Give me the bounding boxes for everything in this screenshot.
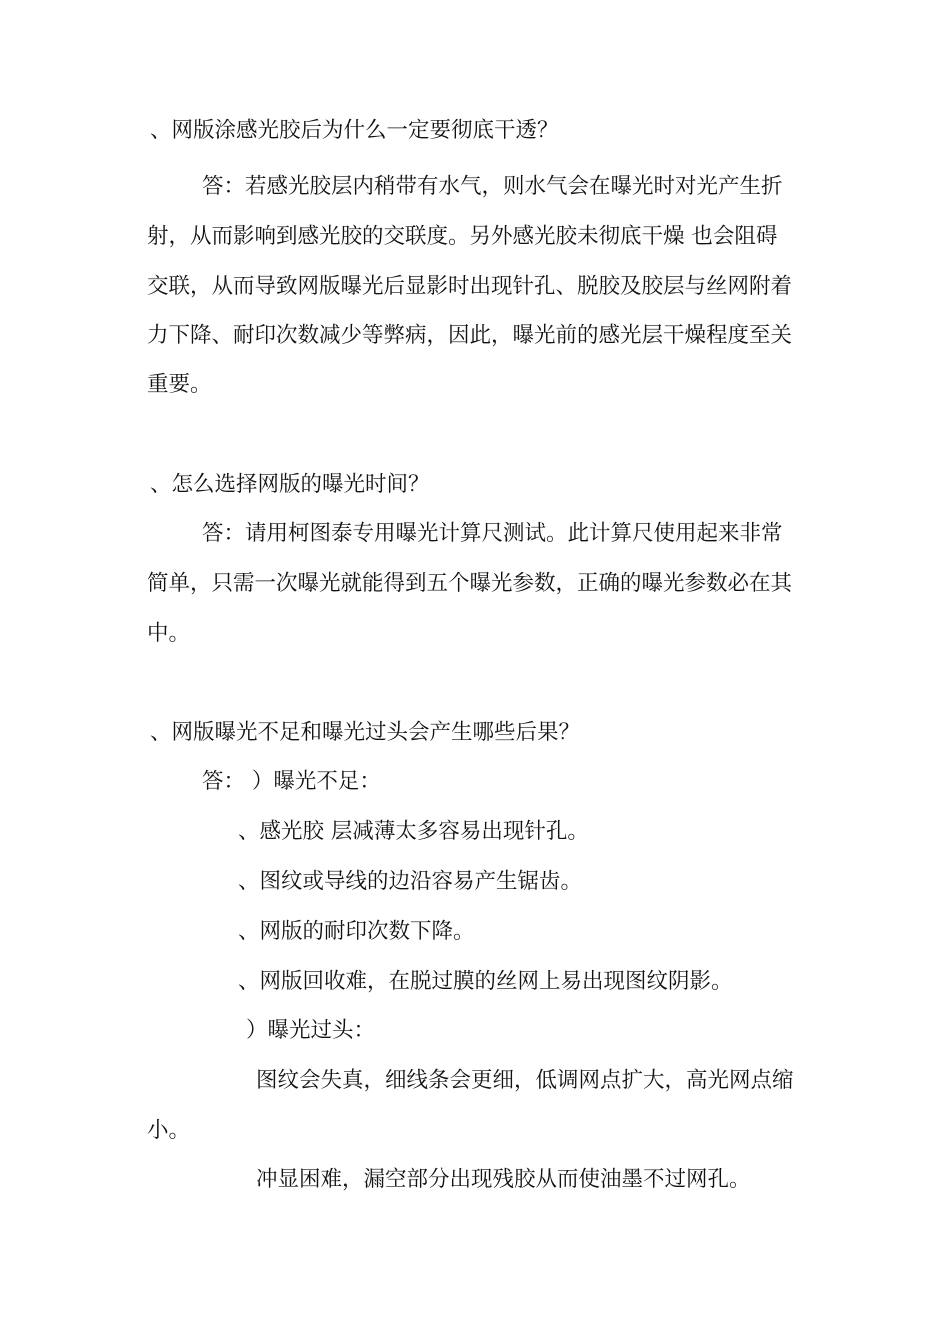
under-exposure-item-2: 、图纹或导线的边沿容易产生锯齿。 [238, 869, 583, 894]
over-exposure-line-3: 冲显困难，漏空部分出现残胶从而使油墨不过网孔。 [256, 1167, 751, 1192]
under-exposure-item-4: 、网版回收难，在脱过膜的丝网上易出现图纹阴影。 [238, 969, 733, 994]
question-1-answer-line-3: 交联，从而导致网版曝光后显影时出现针孔、脱胶及胶层与丝网附着 [147, 274, 793, 299]
over-exposure-heading: ）曝光过头： [246, 1018, 376, 1043]
under-exposure-item-3: 、网版的耐印次数下降。 [238, 919, 475, 944]
question-2-answer-line-2: 简单，只需一次曝光就能得到五个曝光参数，正确的曝光参数必在其 [147, 571, 793, 596]
question-1-answer-line-2: 射，从而影响到感光胶的交联度。另外感光胶未彻底干燥 也会阻碍 [147, 224, 778, 249]
question-1-answer-line-4: 力下降、耐印次数减少等弊病，因此，曝光前的感光层干燥程度至关 [147, 323, 793, 348]
under-exposure-item-1: 、感光胶 层减薄太多容易出现针孔。 [238, 819, 589, 844]
question-1-answer-line-5: 重要。 [147, 372, 212, 397]
question-1-answer-line-1: 答：若感光胶层内稍带有水气，则水气会在曝光时对光产生折 [202, 174, 783, 199]
over-exposure-line-1: 图纹会失真，细线条会更细，低调网点扩大，高光网点缩 [256, 1068, 794, 1093]
question-1-heading: 、网版涂感光胶后为什么一定要彻底干透？ [150, 118, 559, 143]
question-3-answer-intro: 答： ）曝光不足： [202, 769, 381, 794]
question-2-answer-line-3: 中。 [147, 621, 191, 646]
over-exposure-line-2: 小。 [147, 1118, 191, 1143]
question-3-heading: 、网版曝光不足和曝光过头会产生哪些后果？ [150, 720, 581, 745]
question-2-answer-line-1: 答：请用柯图泰专用曝光计算尺测试。此计算尺使用起来非常 [202, 521, 783, 546]
question-2-heading: 、怎么选择网版的曝光时间？ [150, 472, 430, 497]
